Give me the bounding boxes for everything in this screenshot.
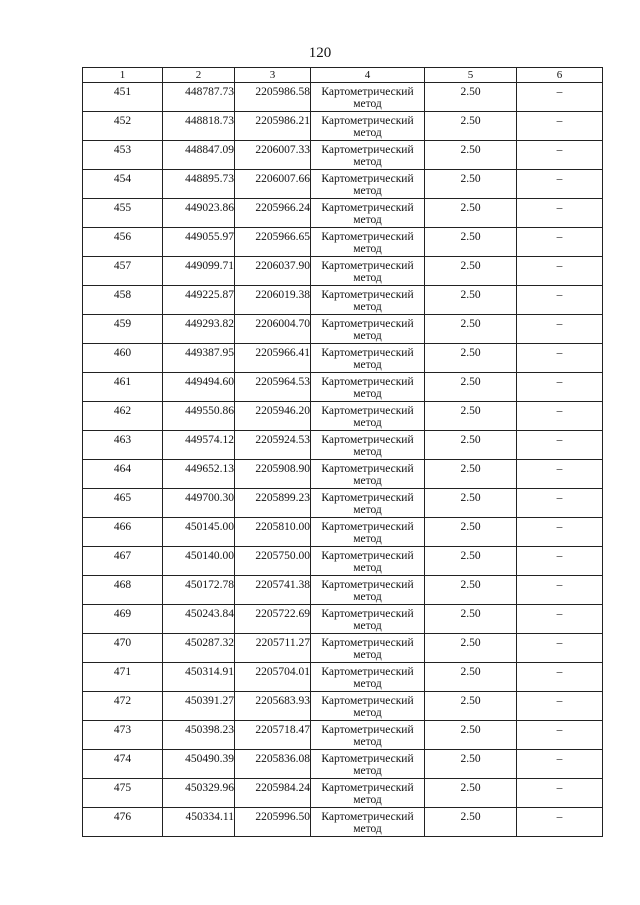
method-cell [311,112,425,141]
x-coordinate-cell: 450140.00 [163,547,235,576]
note-cell: – [517,344,603,373]
y-coordinate-cell: 2205966.41 [235,344,311,373]
column-header: 5 [425,68,517,83]
x-coordinate-cell: 450287.32 [163,634,235,663]
method-text: метод [353,678,382,690]
method-text: Картометрический [321,405,414,417]
note-cell: – [517,518,603,547]
table-row [83,779,603,808]
method-text: Картометрический [321,86,414,98]
y-coordinate-cell: 2205966.65 [235,228,311,257]
y-coordinate-cell: 2206037.90 [235,257,311,286]
method-text: метод [353,301,382,313]
accuracy-cell: 2.50 [425,257,517,286]
column-header: 6 [517,68,603,83]
method-text: Картометрический [321,753,414,765]
y-coordinate-cell: 2205836.08 [235,750,311,779]
note-cell: – [517,141,603,170]
x-coordinate-cell: 449055.97 [163,228,235,257]
method-cell [311,141,425,170]
table-row [83,576,603,605]
point-number-cell: 468 [83,576,163,605]
method-text: Картометрический [321,202,414,214]
x-coordinate-cell: 450243.84 [163,605,235,634]
x-coordinate-cell: 450314.91 [163,663,235,692]
method-cell [311,750,425,779]
method-text: метод [353,417,382,429]
method-text: Картометрический [321,608,414,620]
accuracy-cell: 2.50 [425,779,517,808]
table-row [83,605,603,634]
accuracy-cell: 2.50 [425,605,517,634]
accuracy-cell: 2.50 [425,344,517,373]
method-cell [311,344,425,373]
accuracy-cell: 2.50 [425,721,517,750]
point-number-cell: 469 [83,605,163,634]
x-coordinate-cell: 448787.73 [163,83,235,112]
point-number-cell: 474 [83,750,163,779]
note-cell: – [517,547,603,576]
x-coordinate-cell: 448847.09 [163,141,235,170]
note-cell: – [517,692,603,721]
note-cell: – [517,605,603,634]
method-cell [311,721,425,750]
accuracy-cell: 2.50 [425,402,517,431]
page-number: 120 [308,45,332,61]
accuracy-cell: 2.50 [425,170,517,199]
method-text: метод [353,591,382,603]
table-body [83,83,603,837]
accuracy-cell: 2.50 [425,489,517,518]
method-cell [311,518,425,547]
note-cell: – [517,808,603,837]
x-coordinate-cell: 449574.12 [163,431,235,460]
x-coordinate-cell: 450490.39 [163,750,235,779]
y-coordinate-cell: 2205741.38 [235,576,311,605]
x-coordinate-cell: 450145.00 [163,518,235,547]
table-row [83,199,603,228]
note-cell: – [517,402,603,431]
method-text: метод [353,359,382,371]
method-cell [311,808,425,837]
method-cell [311,199,425,228]
note-cell: – [517,721,603,750]
y-coordinate-cell: 2206004.70 [235,315,311,344]
point-number-cell: 462 [83,402,163,431]
note-cell: – [517,199,603,228]
point-number-cell: 460 [83,344,163,373]
method-text: метод [353,388,382,400]
method-cell [311,170,425,199]
point-number-cell: 467 [83,547,163,576]
point-number-cell: 461 [83,373,163,402]
column-header: 1 [83,68,163,83]
accuracy-cell: 2.50 [425,663,517,692]
x-coordinate-cell: 449652.13 [163,460,235,489]
method-text: Картометрический [321,579,414,591]
accuracy-cell: 2.50 [425,576,517,605]
point-number-cell: 466 [83,518,163,547]
point-number-cell: 475 [83,779,163,808]
accuracy-cell: 2.50 [425,808,517,837]
accuracy-cell: 2.50 [425,199,517,228]
method-text: метод [353,98,382,110]
table-row [83,170,603,199]
method-text: метод [353,475,382,487]
method-text: метод [353,649,382,661]
note-cell: – [517,634,603,663]
x-coordinate-cell: 449293.82 [163,315,235,344]
y-coordinate-cell: 2205966.24 [235,199,311,228]
column-header: 2 [163,68,235,83]
x-coordinate-cell: 450391.27 [163,692,235,721]
note-cell: – [517,663,603,692]
method-text: Картометрический [321,492,414,504]
y-coordinate-cell: 2205964.53 [235,373,311,402]
accuracy-cell: 2.50 [425,286,517,315]
note-cell: – [517,83,603,112]
table-row [83,663,603,692]
method-text: метод [353,562,382,574]
table-row [83,547,603,576]
note-cell: – [517,576,603,605]
table-row [83,460,603,489]
method-text: Картометрический [321,666,414,678]
accuracy-cell: 2.50 [425,750,517,779]
y-coordinate-cell: 2206007.33 [235,141,311,170]
x-coordinate-cell: 449494.60 [163,373,235,402]
x-coordinate-cell: 449550.86 [163,402,235,431]
point-number-cell: 457 [83,257,163,286]
method-cell [311,373,425,402]
point-number-cell: 472 [83,692,163,721]
y-coordinate-cell: 2205750.00 [235,547,311,576]
method-cell [311,692,425,721]
method-text: Картометрический [321,318,414,330]
accuracy-cell: 2.50 [425,112,517,141]
y-coordinate-cell: 2205810.00 [235,518,311,547]
method-text: Картометрический [321,434,414,446]
method-text: метод [353,127,382,139]
point-number-cell: 453 [83,141,163,170]
point-number-cell: 463 [83,431,163,460]
method-text: метод [353,446,382,458]
coordinates-table [82,67,603,837]
accuracy-cell: 2.50 [425,692,517,721]
method-text: метод [353,504,382,516]
method-cell [311,315,425,344]
method-cell [311,605,425,634]
method-text: Картометрический [321,463,414,475]
table-row [83,373,603,402]
x-coordinate-cell: 450172.78 [163,576,235,605]
method-text: метод [353,185,382,197]
method-cell [311,576,425,605]
method-text: метод [353,272,382,284]
note-cell: – [517,315,603,344]
point-number-cell: 455 [83,199,163,228]
x-coordinate-cell: 449023.86 [163,199,235,228]
method-text: Картометрический [321,695,414,707]
header-row [83,68,603,83]
y-coordinate-cell: 2206019.38 [235,286,311,315]
accuracy-cell: 2.50 [425,431,517,460]
y-coordinate-cell: 2205722.69 [235,605,311,634]
y-coordinate-cell: 2205899.23 [235,489,311,518]
table-row [83,692,603,721]
note-cell: – [517,228,603,257]
note-cell: – [517,286,603,315]
x-coordinate-cell: 450334.11 [163,808,235,837]
point-number-cell: 464 [83,460,163,489]
method-cell [311,286,425,315]
point-number-cell: 456 [83,228,163,257]
y-coordinate-cell: 2205711.27 [235,634,311,663]
y-coordinate-cell: 2205986.21 [235,112,311,141]
x-coordinate-cell: 449387.95 [163,344,235,373]
column-header: 3 [235,68,311,83]
table-row [83,808,603,837]
table-row [83,228,603,257]
accuracy-cell: 2.50 [425,228,517,257]
method-cell [311,634,425,663]
table-row [83,344,603,373]
point-number-cell: 454 [83,170,163,199]
point-number-cell: 471 [83,663,163,692]
method-text: Картометрический [321,115,414,127]
note-cell: – [517,112,603,141]
y-coordinate-cell: 2206007.66 [235,170,311,199]
accuracy-cell: 2.50 [425,315,517,344]
accuracy-cell: 2.50 [425,547,517,576]
note-cell: – [517,489,603,518]
method-text: Картометрический [321,637,414,649]
accuracy-cell: 2.50 [425,518,517,547]
note-cell: – [517,460,603,489]
method-text: Картометрический [321,289,414,301]
point-number-cell: 458 [83,286,163,315]
point-number-cell: 470 [83,634,163,663]
method-text: Картометрический [321,782,414,794]
table-row [83,518,603,547]
table-row [83,83,603,112]
accuracy-cell: 2.50 [425,373,517,402]
y-coordinate-cell: 2205984.24 [235,779,311,808]
x-coordinate-cell: 450398.23 [163,721,235,750]
method-text: Картометрический [321,521,414,533]
table-row [83,112,603,141]
table-header [83,68,603,83]
accuracy-cell: 2.50 [425,460,517,489]
y-coordinate-cell: 2205924.53 [235,431,311,460]
point-number-cell: 465 [83,489,163,518]
note-cell: – [517,257,603,286]
point-number-cell: 451 [83,83,163,112]
table-row [83,634,603,663]
method-cell [311,460,425,489]
table-row [83,431,603,460]
table-row [83,286,603,315]
method-cell [311,83,425,112]
note-cell: – [517,373,603,402]
x-coordinate-cell: 448818.73 [163,112,235,141]
method-text: метод [353,330,382,342]
method-cell [311,779,425,808]
method-text: Картометрический [321,260,414,272]
method-text: метод [353,156,382,168]
note-cell: – [517,170,603,199]
method-text: Картометрический [321,231,414,243]
method-cell [311,257,425,286]
method-text: Картометрический [321,811,414,823]
method-cell [311,402,425,431]
x-coordinate-cell: 449099.71 [163,257,235,286]
method-text: метод [353,794,382,806]
note-cell: – [517,779,603,808]
point-number-cell: 452 [83,112,163,141]
table-row [83,141,603,170]
point-number-cell: 476 [83,808,163,837]
y-coordinate-cell: 2205986.58 [235,83,311,112]
method-cell [311,431,425,460]
method-text: метод [353,707,382,719]
method-text: метод [353,243,382,255]
note-cell: – [517,750,603,779]
accuracy-cell: 2.50 [425,141,517,170]
accuracy-cell: 2.50 [425,634,517,663]
x-coordinate-cell: 450329.96 [163,779,235,808]
y-coordinate-cell: 2205946.20 [235,402,311,431]
x-coordinate-cell: 449225.87 [163,286,235,315]
method-text: Картометрический [321,550,414,562]
method-text: Картометрический [321,347,414,359]
y-coordinate-cell: 2205908.90 [235,460,311,489]
method-cell [311,663,425,692]
method-text: метод [353,214,382,226]
table-row [83,750,603,779]
y-coordinate-cell: 2205704.01 [235,663,311,692]
point-number-cell: 473 [83,721,163,750]
note-cell: – [517,431,603,460]
method-text: метод [353,823,382,835]
point-number-cell: 459 [83,315,163,344]
table-row [83,489,603,518]
method-text: Картометрический [321,144,414,156]
method-cell [311,547,425,576]
method-text: метод [353,620,382,632]
accuracy-cell: 2.50 [425,83,517,112]
y-coordinate-cell: 2205683.93 [235,692,311,721]
table-row [83,315,603,344]
table-row [83,257,603,286]
method-text: метод [353,533,382,545]
table-row [83,402,603,431]
method-text: метод [353,765,382,777]
method-cell [311,228,425,257]
table-row [83,721,603,750]
method-text: Картометрический [321,376,414,388]
method-cell [311,489,425,518]
x-coordinate-cell: 448895.73 [163,170,235,199]
y-coordinate-cell: 2205718.47 [235,721,311,750]
x-coordinate-cell: 449700.30 [163,489,235,518]
method-text: Картометрический [321,724,414,736]
y-coordinate-cell: 2205996.50 [235,808,311,837]
method-text: Картометрический [321,173,414,185]
method-text: метод [353,736,382,748]
column-header: 4 [311,68,425,83]
